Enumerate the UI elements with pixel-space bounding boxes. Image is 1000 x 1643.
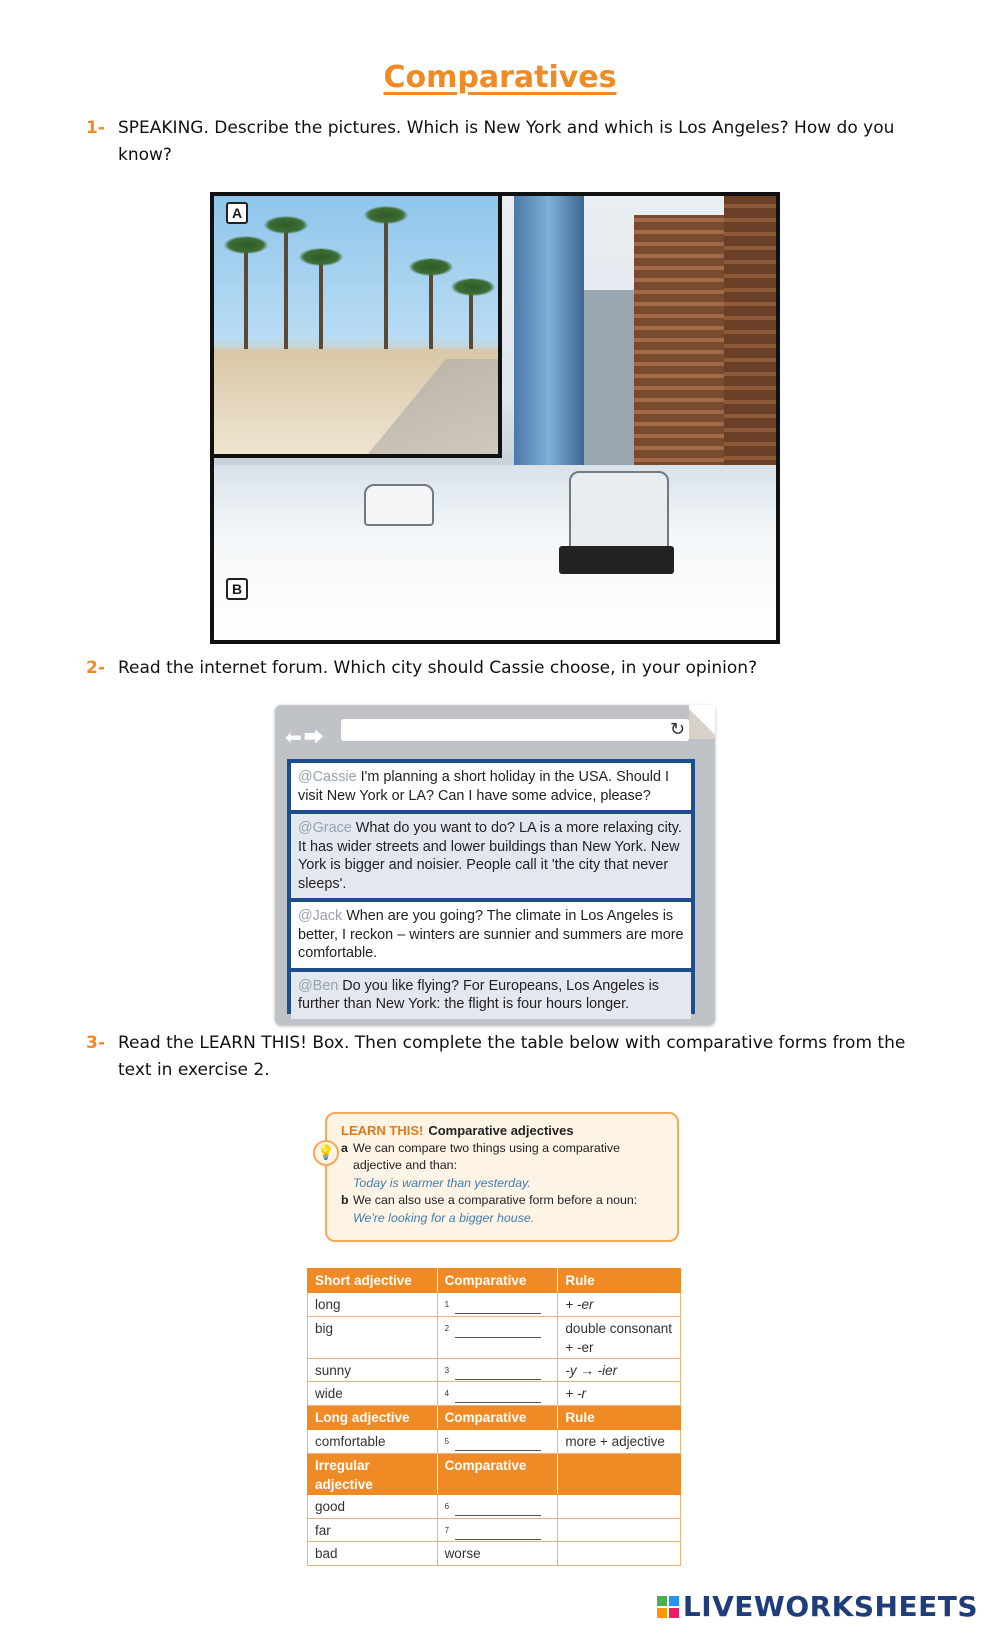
photo-a-los-angeles <box>214 196 502 458</box>
refresh-icon: ↻ <box>669 719 685 740</box>
forum-browser-window <box>275 705 715 1025</box>
answer-blank-3[interactable] <box>455 1365 541 1380</box>
exercise-3-instruction <box>86 1030 916 1084</box>
forum-post <box>291 814 691 898</box>
answer-cell-1[interactable]: 1 <box>437 1292 558 1316</box>
post-handle: @Cassie <box>298 769 357 785</box>
learn-example-b: We're looking for a bigger house. <box>353 1210 535 1225</box>
table-row: big $^2$ double consonant + -er <box>308 1316 681 1358</box>
table-row: comfortable $^5$ more + adjective <box>308 1429 681 1453</box>
table-header-irregular: Irregular adjective Comparative <box>308 1453 681 1494</box>
answer-blank-2[interactable] <box>455 1323 541 1338</box>
table-row: good $^6$ <box>308 1494 681 1518</box>
learn-example-a: Today is warmer than yesterday. <box>353 1175 531 1190</box>
post-handle: @Jack <box>298 908 343 924</box>
forum-post <box>291 972 691 1019</box>
post-text: I'm planning a short holiday in the USA. Should I visit New York or LA? Can I have some advice, please? <box>298 769 669 804</box>
exercise-1-instruction <box>86 115 916 169</box>
lightbulb-icon: 💡 <box>313 1140 339 1166</box>
learn-point-b: b We can also use a comparative form before a noun: <box>341 1193 638 1207</box>
worksheet-title: Comparatives <box>383 60 617 95</box>
answer-blank-4[interactable] <box>455 1388 541 1403</box>
learn-box-label: LEARN THIS! <box>341 1123 424 1138</box>
exercise-1-number: 1- <box>86 118 105 138</box>
post-handle: @Grace <box>298 820 352 836</box>
answer-blank-5[interactable] <box>455 1436 541 1451</box>
answer-blank-6[interactable] <box>455 1501 541 1516</box>
forum-post <box>291 902 691 968</box>
photo-label-b: B <box>226 578 248 600</box>
liveworksheets-logo <box>657 1590 978 1623</box>
logo-squares-icon <box>657 1596 679 1618</box>
city-photos <box>210 192 780 644</box>
photo-label-a: A <box>226 202 248 224</box>
answer-cell-4[interactable]: 4 <box>437 1382 558 1406</box>
forum-posts <box>287 759 695 1014</box>
table-row: far $^7$ <box>308 1518 681 1542</box>
table-header-long: Long adjective Comparative Rule <box>308 1406 681 1430</box>
exercise-3-number: 3- <box>86 1033 105 1053</box>
post-text: When are you going? The climate in Los Angeles is better, I reckon – winters are sunnier and summers are more comfortable. <box>298 908 684 961</box>
logo-text: LIVEWORKSHEETS <box>682 1590 978 1623</box>
page-curl-icon <box>689 705 715 739</box>
answer-cell-3[interactable]: 3 <box>437 1358 558 1382</box>
table-row: bad worse <box>308 1542 681 1566</box>
exercise-1-text: SPEAKING. Describe the pictures. Which is New York and which is Los Angeles? How do you know? <box>118 118 895 165</box>
forum-post <box>291 763 691 810</box>
table-row: long $^1$ + -er <box>308 1292 681 1316</box>
address-bar <box>341 719 689 741</box>
post-text: What do you want to do? LA is a more relaxing city. It has wider streets and lower buildings than New York. New York is bigger and noisier. People call it 'the city that never sleeps'. <box>298 820 682 892</box>
exercise-2-text: Read the internet forum. Which city should Cassie choose, in your opinion? <box>118 658 758 678</box>
answer-cell-7[interactable]: 7 <box>437 1518 558 1542</box>
exercise-2-instruction <box>86 655 916 682</box>
post-text: Do you like flying? For Europeans, Los Angeles is further than New York: the flight is four hours longer. <box>298 977 659 1012</box>
back-forward-arrows-icon: ⬅⮕ <box>285 725 326 749</box>
table-row: wide $^4$ + -r <box>308 1382 681 1406</box>
exercise-3-text: Read the LEARN THIS! Box. Then complete the table below with comparative forms from the text in exercise 2. <box>118 1033 906 1080</box>
learn-point-a: a We can compare two things using a comparative adjective and than: <box>341 1140 620 1172</box>
learn-this-box <box>317 1112 679 1242</box>
answer-blank-7[interactable] <box>455 1525 541 1540</box>
exercise-2-number: 2- <box>86 658 105 678</box>
learn-box-heading: Comparative adjectives <box>428 1123 574 1138</box>
answer-cell-5[interactable]: 5 <box>437 1429 558 1453</box>
table-header-short: Short adjective Comparative Rule <box>308 1269 681 1293</box>
post-handle: @Ben <box>298 977 339 994</box>
table-row: sunny $^3$ -y → -ier <box>308 1358 681 1382</box>
comparatives-table <box>307 1268 681 1566</box>
learn-box-header <box>341 1122 665 1140</box>
answer-blank-1[interactable] <box>455 1299 541 1314</box>
answer-cell-2[interactable]: 2 <box>437 1316 558 1358</box>
answer-cell-6[interactable]: 6 <box>437 1494 558 1518</box>
